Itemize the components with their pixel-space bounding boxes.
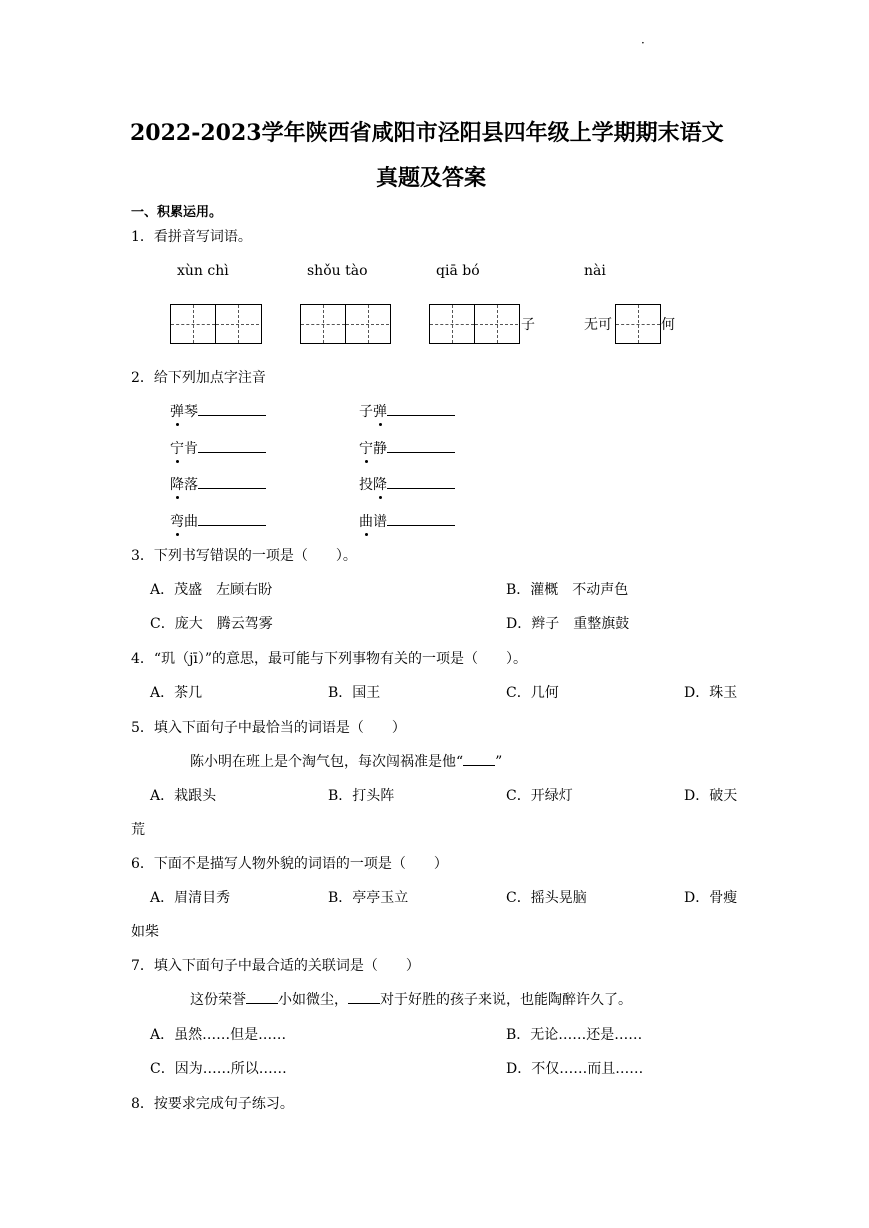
annotate-item — [170, 401, 266, 421]
sentence-text: 这份荣誉 — [190, 992, 246, 1008]
option-c[interactable]: C．庞大 腾云驾雾 — [150, 616, 273, 632]
pinyin-2: shǒu tào — [307, 263, 368, 279]
char: 静 — [373, 441, 387, 457]
option-a[interactable]: A．眉清目秀 — [150, 890, 231, 906]
answer-blank[interactable] — [387, 511, 455, 526]
grid-cell[interactable] — [616, 305, 660, 343]
dotted-char: 宁 — [170, 441, 184, 457]
annotate-item — [170, 474, 266, 494]
option-c[interactable]: C．因为……所以…… — [150, 1061, 287, 1077]
grid-cell[interactable] — [345, 305, 389, 343]
answer-blank[interactable] — [387, 474, 455, 489]
grid-cell[interactable] — [430, 305, 474, 343]
question-3-stem: 3．下列书写错误的一项是（ ）。 — [131, 548, 357, 564]
option-b[interactable]: B．打头阵 — [328, 788, 395, 804]
dotted-char: 弯 — [170, 514, 184, 530]
section-heading: 一、积累运用。 — [131, 205, 223, 220]
option-b[interactable]: B．国王 — [328, 685, 381, 701]
char: 肯 — [184, 441, 198, 457]
option-b[interactable]: B．灌概 不动声色 — [506, 582, 629, 598]
writing-grid-1[interactable] — [170, 304, 262, 344]
fill-blank[interactable] — [348, 991, 380, 1004]
option-d[interactable]: D．骨瘦 — [684, 890, 738, 906]
writing-grid-2[interactable] — [300, 304, 391, 344]
pinyin-3: qiā bó — [436, 263, 480, 279]
dotted-char: 宁 — [359, 441, 373, 457]
dotted-char: 弹 — [373, 404, 387, 420]
answer-blank[interactable] — [198, 511, 266, 526]
grid-cell[interactable] — [301, 305, 345, 343]
question-1-stem: 1．看拼音写词语。 — [131, 229, 252, 245]
annotate-item — [170, 438, 266, 458]
char: 落 — [184, 477, 198, 493]
fill-blank[interactable] — [246, 991, 278, 1004]
option-d-wrap: 荒 — [131, 822, 145, 838]
page-title-line1: 2022-2023学年陕西省咸阳市泾阳县四年级上学期期末语文 — [130, 120, 724, 146]
header-mark: · — [641, 36, 645, 50]
annotate-item — [359, 401, 455, 421]
fill-blank[interactable] — [463, 753, 495, 766]
option-d[interactable]: D．不仅……而且…… — [506, 1061, 644, 1077]
dotted-char: 降 — [170, 477, 184, 493]
sentence-text: ” — [495, 754, 503, 770]
annotate-item — [359, 438, 455, 458]
question-7-sentence — [190, 991, 632, 1009]
grid-cell[interactable] — [474, 305, 518, 343]
pinyin-4: nài — [584, 263, 606, 279]
grid-3-suffix: 子 — [521, 317, 535, 333]
answer-blank[interactable] — [198, 401, 266, 416]
question-5-stem: 5．填入下面句子中最恰当的词语是（ ） — [131, 720, 406, 736]
sentence-text: 对于好胜的孩子来说，也能陶醉许久了。 — [380, 992, 632, 1008]
option-c[interactable]: C．开绿灯 — [506, 788, 573, 804]
pinyin-1: xùn chì — [177, 263, 229, 279]
grid-cell[interactable] — [171, 305, 215, 343]
option-d-wrap: 如柴 — [131, 924, 159, 940]
annotate-item — [359, 511, 455, 531]
option-b[interactable]: B．无论……还是…… — [506, 1027, 643, 1043]
option-c[interactable]: C．摇头晃脑 — [506, 890, 587, 906]
question-5-sentence — [190, 753, 502, 771]
char: 曲 — [184, 514, 198, 530]
question-7-stem: 7．填入下面句子中最合适的关联词是（ ） — [131, 958, 420, 974]
answer-blank[interactable] — [387, 401, 455, 416]
option-d[interactable]: D．辫子 重整旗鼓 — [506, 616, 630, 632]
char: 琴 — [184, 404, 198, 420]
option-a[interactable]: A．茂盛 左顾右盼 — [150, 582, 273, 598]
char: 投 — [359, 477, 373, 493]
dotted-char: 曲 — [359, 514, 373, 530]
dotted-char: 弹 — [170, 404, 184, 420]
option-a[interactable]: A．茶几 — [150, 685, 203, 701]
option-a[interactable]: A．虽然……但是…… — [150, 1027, 287, 1043]
answer-blank[interactable] — [387, 438, 455, 453]
question-2-stem: 2．给下列加点字注音 — [131, 370, 266, 386]
answer-blank[interactable] — [198, 438, 266, 453]
answer-blank[interactable] — [198, 474, 266, 489]
sentence-text: 陈小明在班上是个淘气包，每次闯祸准是他“ — [190, 754, 464, 770]
option-a[interactable]: A．栽跟头 — [150, 788, 217, 804]
grid-cell[interactable] — [215, 305, 259, 343]
question-8-stem: 8．按要求完成句子练习。 — [131, 1096, 294, 1112]
option-d[interactable]: D．珠玉 — [684, 685, 738, 701]
grid-4-suffix: 何 — [661, 317, 675, 333]
char: 谱 — [373, 514, 387, 530]
page-title-line2: 真题及答案 — [376, 165, 487, 191]
writing-grid-3[interactable] — [429, 304, 520, 344]
dotted-char: 降 — [373, 477, 387, 493]
annotate-item — [170, 511, 266, 531]
question-4-stem: 4．“玑（jī）”的意思，最可能与下列事物有关的一项是（ ）。 — [131, 651, 528, 667]
option-d[interactable]: D．破天 — [684, 788, 738, 804]
question-6-stem: 6．下面不是描写人物外貌的词语的一项是（ ） — [131, 856, 448, 872]
char: 子 — [359, 404, 373, 420]
annotate-item — [359, 474, 455, 494]
grid-4-prefix: 无可 — [584, 317, 612, 333]
writing-grid-4[interactable] — [615, 304, 661, 344]
option-c[interactable]: C．几何 — [506, 685, 559, 701]
option-b[interactable]: B．亭亭玉立 — [328, 890, 409, 906]
sentence-text: 小如微尘， — [278, 992, 348, 1008]
